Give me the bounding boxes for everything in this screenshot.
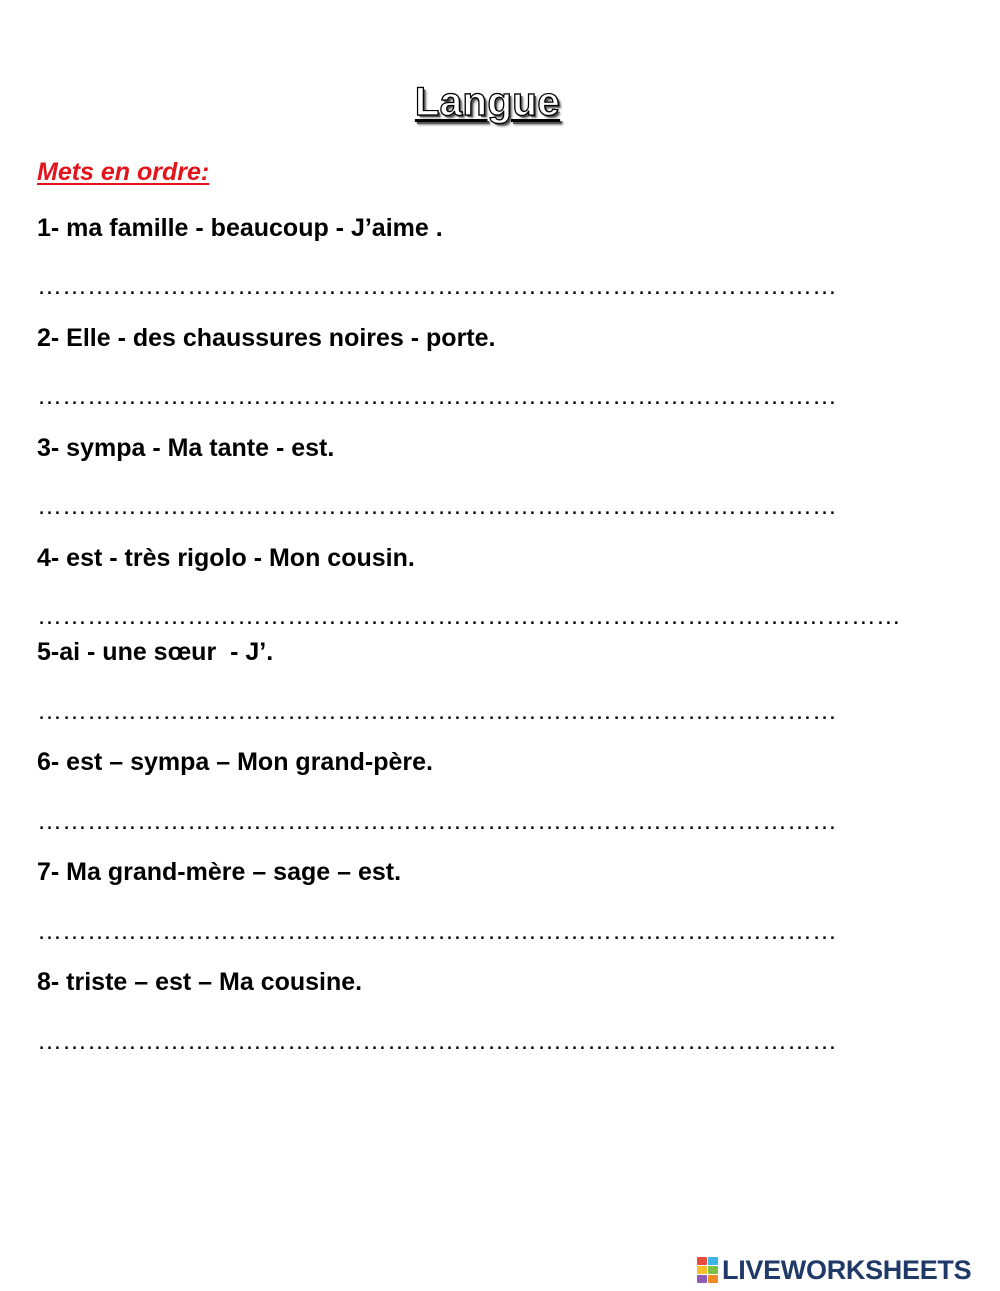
logo-block-icon xyxy=(697,1275,707,1283)
exercise-item-4: 4- est - très rigolo - Mon cousin. xyxy=(37,544,415,572)
exercise-item-5: 5-ai - une sœur - J’. xyxy=(37,638,274,666)
answer-line-2[interactable]: …………………………………………………………………………………… xyxy=(37,382,837,410)
exercise-item-1: 1- ma famille - beaucoup - J’aime . xyxy=(37,214,443,242)
answer-line-7[interactable]: …………………………………………………………………………………… xyxy=(37,917,837,945)
exercise-item-2: 2- Elle - des chaussures noires - porte. xyxy=(37,324,496,352)
instruction-heading: Mets en ordre: xyxy=(37,158,210,186)
exercise-item-3: 3- sympa - Ma tante - est. xyxy=(37,434,335,462)
brand-text: LIVEWORKSHEETS xyxy=(722,1254,972,1285)
logo-block-icon xyxy=(697,1266,707,1274)
page-title: Langue xyxy=(414,80,561,124)
logo-block-icon xyxy=(708,1275,718,1283)
logo-block-icon xyxy=(708,1257,718,1265)
logo-block-icon xyxy=(708,1266,718,1274)
exercise-item-8: 8- triste – est – Ma cousine. xyxy=(37,968,363,996)
answer-line-8[interactable]: …………………………………………………………………………………… xyxy=(37,1027,837,1055)
exercise-item-7: 7- Ma grand-mère – sage – est. xyxy=(37,858,402,886)
answer-line-1[interactable]: …………………………………………………………………………………… xyxy=(37,272,837,300)
exercise-item-6: 6- est – sympa – Mon grand-père. xyxy=(37,748,433,776)
answer-line-6[interactable]: …………………………………………………………………………………… xyxy=(37,807,837,835)
answer-line-3[interactable]: …………………………………………………………………………………… xyxy=(37,492,837,520)
answer-line-5[interactable]: …………………………………………………………………………………… xyxy=(37,697,837,725)
logo-block-icon xyxy=(697,1257,707,1265)
liveworksheets-logo-icon xyxy=(697,1257,719,1283)
answer-line-4[interactable]: ………………………………………………………………………………..………… xyxy=(37,602,901,630)
liveworksheets-brand[interactable] xyxy=(697,1254,971,1286)
